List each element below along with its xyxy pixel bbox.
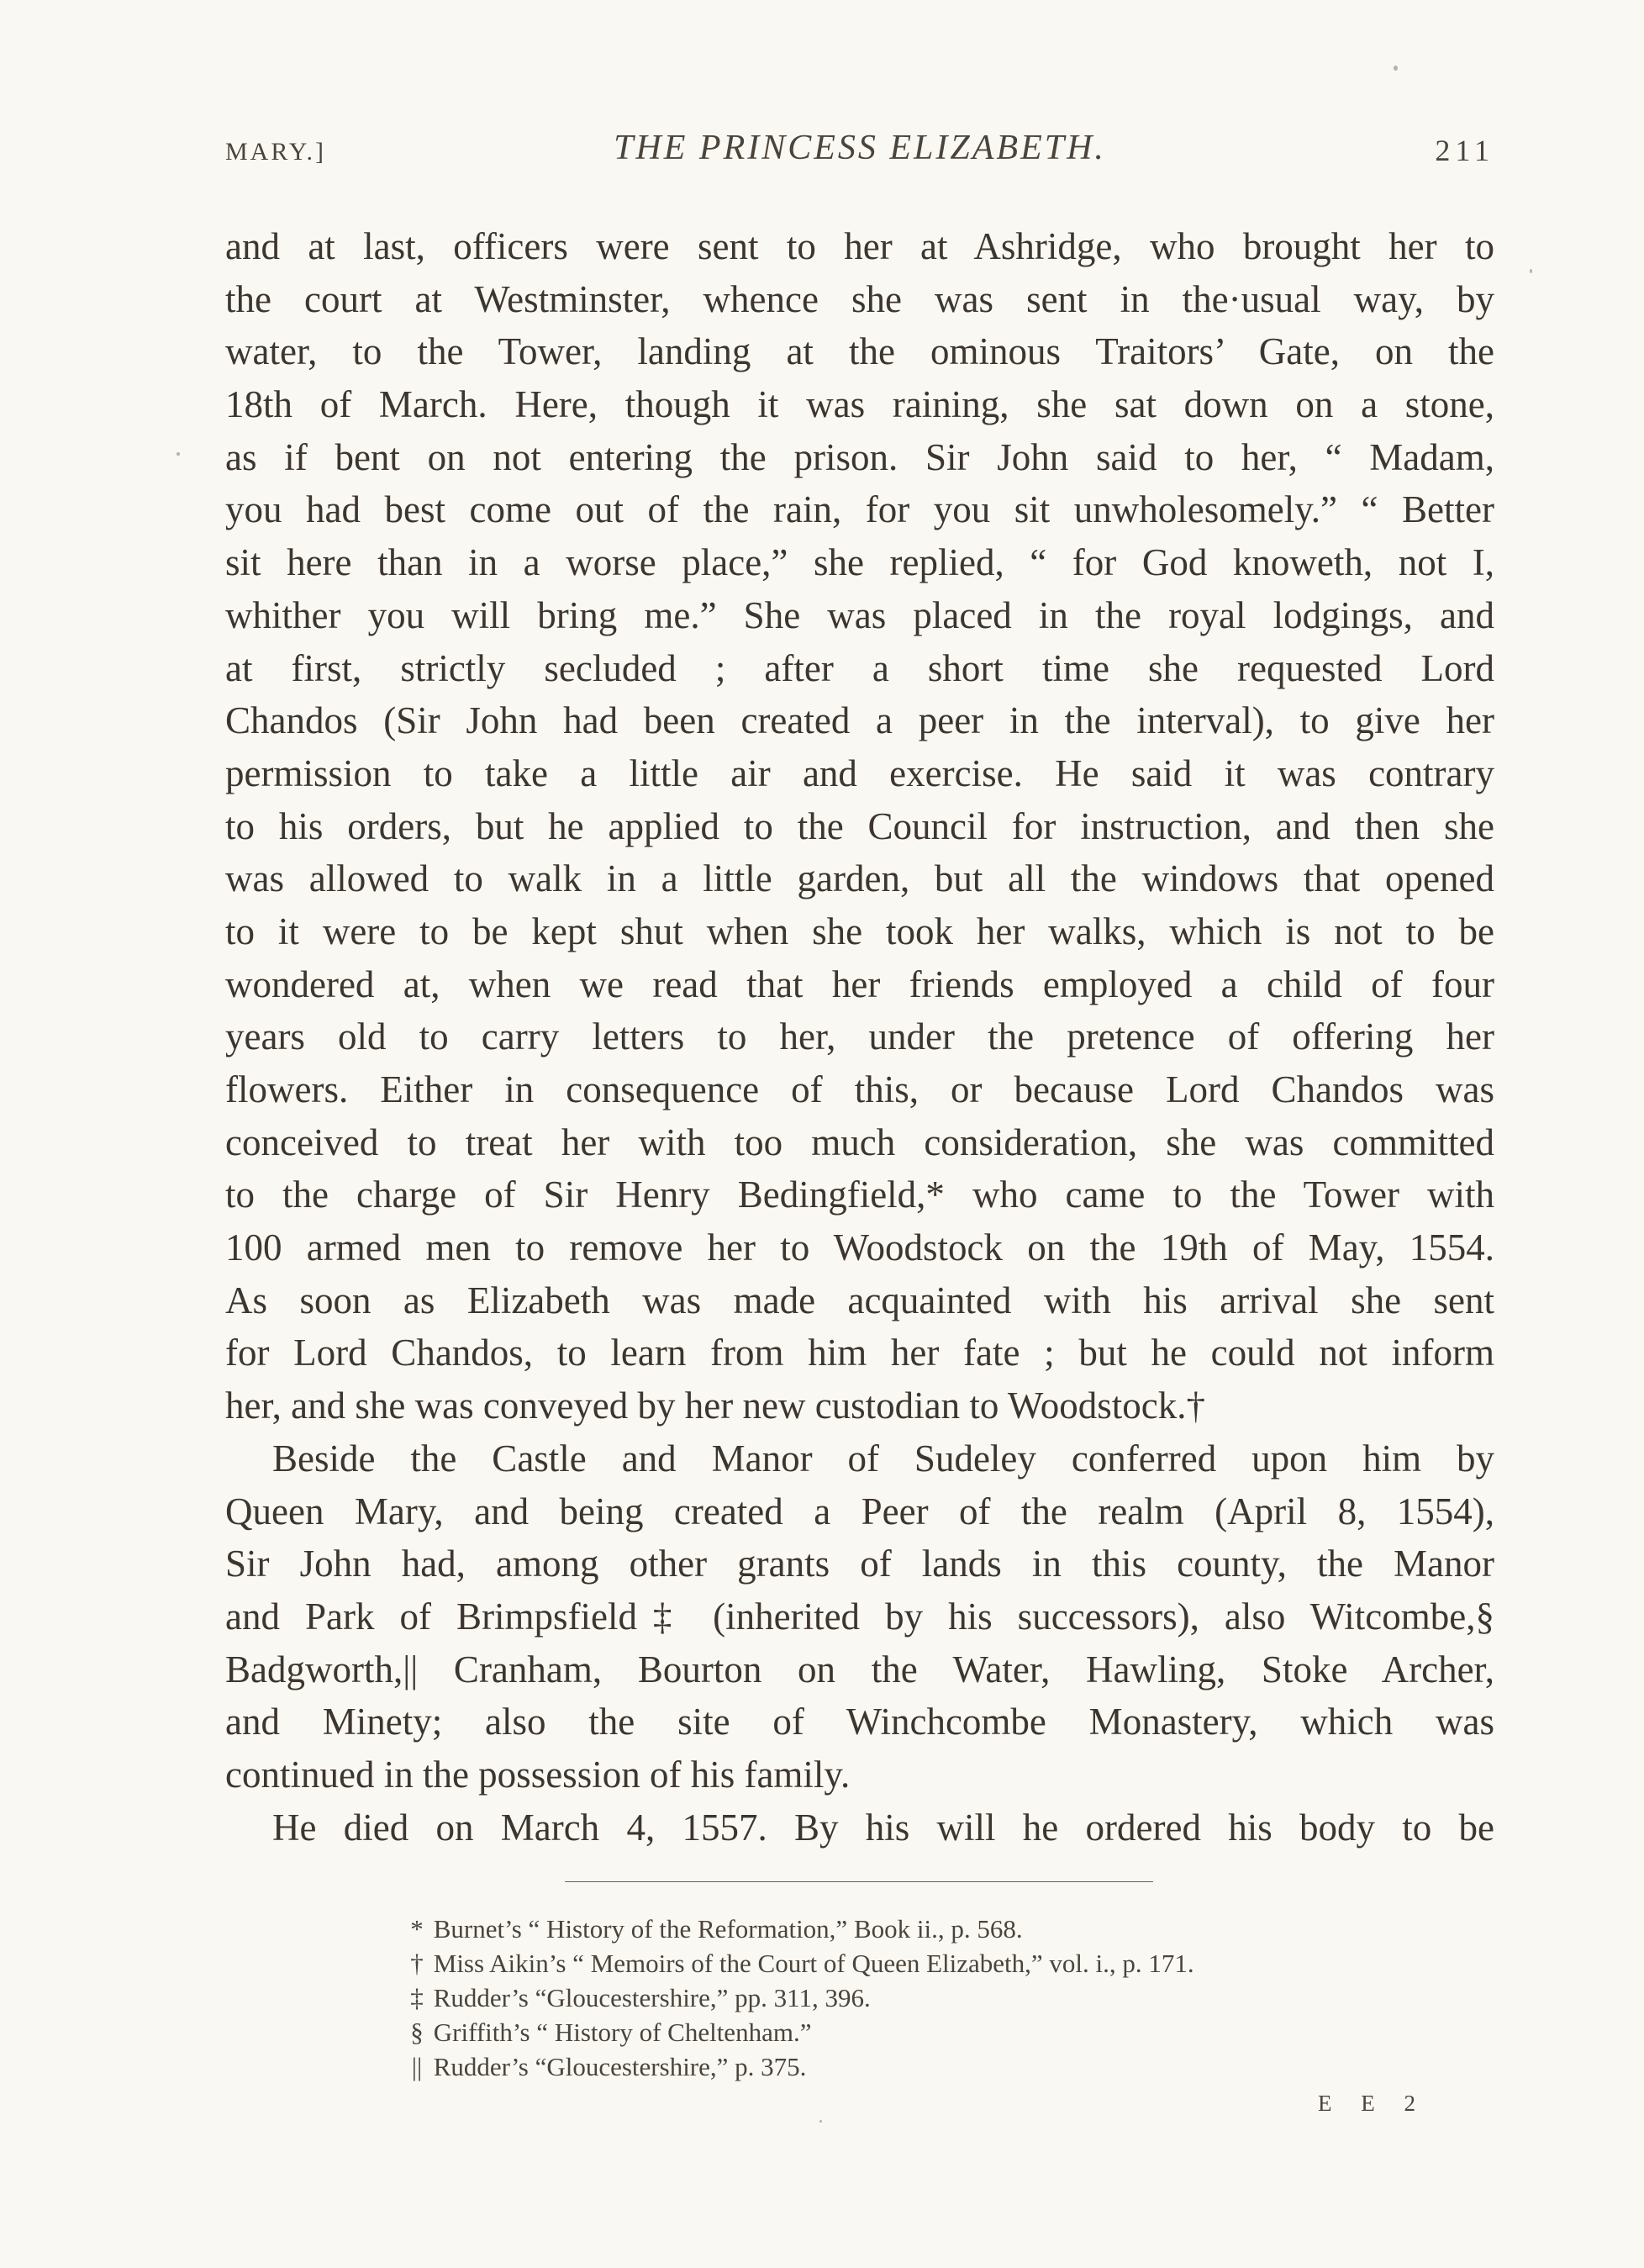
running-head-title: THE PRINCESS ELIZABETH. bbox=[614, 129, 1106, 167]
text-line: flowers. Either in consequence of this, or because Lord Chandos was bbox=[225, 1068, 1494, 1110]
text-line: to it were to be kept shut when she took her walks, which is not to be bbox=[225, 910, 1494, 952]
footnote-divider bbox=[565, 1881, 1153, 1882]
text-line: 100 armed men to remove her to Woodstock on the 19th of May, 1554. bbox=[225, 1226, 1494, 1269]
text-line: water, to the Tower, landing at the ominous Traitors’ Gate, on the bbox=[225, 330, 1494, 373]
text-line: her, and she was conveyed by her new custodian to Woodstock.† bbox=[225, 1385, 1205, 1427]
signature-mark: E E 2 bbox=[1318, 2091, 1427, 2116]
text-line: at first, strictly secluded ; after a short time she requested Lord bbox=[225, 646, 1494, 689]
footnote-text: Griffith’s “ History of Cheltenham.” bbox=[433, 2017, 812, 2047]
footnote bbox=[407, 1912, 1415, 1946]
footnote-mark: ‡ bbox=[410, 1983, 424, 2012]
paper-speck bbox=[819, 2120, 822, 2123]
footnote bbox=[407, 2015, 1415, 2049]
footnote-text: Miss Aikin’s “ Memoirs of the Court of Queen Elizabeth,” vol. i., p. 171. bbox=[433, 1949, 1194, 1978]
text-line: to his orders, but he applied to the Council for instruction, and then she bbox=[225, 804, 1494, 847]
paper-speck bbox=[1394, 66, 1398, 71]
paper-speck bbox=[177, 452, 180, 456]
text-line: He died on March 4, 1557. By his will he ordered his body to be bbox=[272, 1806, 1494, 1849]
text-line: conceived to treat her with too much consideration, she was committed bbox=[225, 1121, 1494, 1163]
footnote bbox=[407, 1981, 1415, 2015]
text-line: Chandos (Sir John had been created a peer in the interval), to give her bbox=[225, 699, 1494, 742]
footnote-text: Burnet’s “ History of the Reformation,” Book ii., p. 568. bbox=[433, 1914, 1023, 1944]
text-line: Beside the Castle and Manor of Sudeley conferred upon him by bbox=[272, 1437, 1494, 1479]
footnote-text: Rudder’s “Gloucestershire,” pp. 311, 396. bbox=[433, 1983, 871, 2012]
text-line: you had best come out of the rain, for you sit unwholesomely.” “ Better bbox=[225, 488, 1494, 531]
text-line: Queen Mary, and being created a Peer of the realm (April 8, 1554), bbox=[225, 1490, 1494, 1532]
footnote-mark: * bbox=[410, 1914, 424, 1944]
running-head bbox=[225, 128, 1494, 178]
footnote-mark: || bbox=[411, 2052, 423, 2081]
footnote bbox=[407, 1946, 1415, 1981]
text-line: the court at Westminster, whence she was sent in the·usual way, by bbox=[225, 277, 1494, 320]
text-line: As soon as Elizabeth was made acquainted with his arrival she sent bbox=[225, 1279, 1494, 1321]
footnote bbox=[407, 2049, 1415, 2084]
text-line: and Minety; also the site of Winchcombe Monastery, which was bbox=[225, 1701, 1494, 1743]
page-number: 211 bbox=[1435, 134, 1494, 167]
paper-speck bbox=[1530, 269, 1532, 273]
text-line: sit here than in a worse place,” she replied, “ for God knoweth, not I, bbox=[225, 541, 1494, 584]
footnote-mark: § bbox=[410, 2017, 424, 2047]
text-line: and Park of Brimpsfield‡ (inherited by his successors), also Witcombe,§ bbox=[225, 1595, 1494, 1638]
footnote-text: Rudder’s “Gloucestershire,” p. 375. bbox=[433, 2052, 807, 2081]
text-line: continued in the possession of his family. bbox=[225, 1753, 851, 1796]
text-line: Badgworth,|| Cranham, Bourton on the Water, Hawling, Stoke Archer, bbox=[225, 1648, 1494, 1690]
text-line: permission to take a little air and exercise. He said it was contrary bbox=[225, 752, 1494, 794]
text-line: years old to carry letters to her, under the pretence of offering her bbox=[225, 1015, 1494, 1058]
text-line: as if bent on not entering the prison. Sir John said to her, “ Madam, bbox=[225, 435, 1494, 478]
footnotes bbox=[407, 1912, 1415, 2084]
text-line: and at last, officers were sent to her at Ashridge, who brought her to bbox=[225, 225, 1494, 267]
running-head-section: MARY.] bbox=[225, 138, 326, 166]
text-line: to the charge of Sir Henry Bedingfield,* who came to the Tower with bbox=[225, 1174, 1494, 1216]
footnote-mark: † bbox=[410, 1949, 424, 1978]
text-line: wondered at, when we read that her friends employed a child of four bbox=[225, 963, 1494, 1005]
body-text bbox=[225, 220, 1494, 1854]
text-line: whither you will bring me.” She was placed in the royal lodgings, and bbox=[225, 593, 1494, 636]
text-line: 18th of March. Here, though it was raining, she sat down on a stone, bbox=[225, 383, 1494, 426]
text-line: for Lord Chandos, to learn from him her fate ; but he could not inform bbox=[225, 1332, 1494, 1374]
text-line: was allowed to walk in a little garden, but all the windows that opened bbox=[225, 857, 1494, 900]
text-line: Sir John had, among other grants of lands in this county, the Manor bbox=[225, 1543, 1494, 1585]
